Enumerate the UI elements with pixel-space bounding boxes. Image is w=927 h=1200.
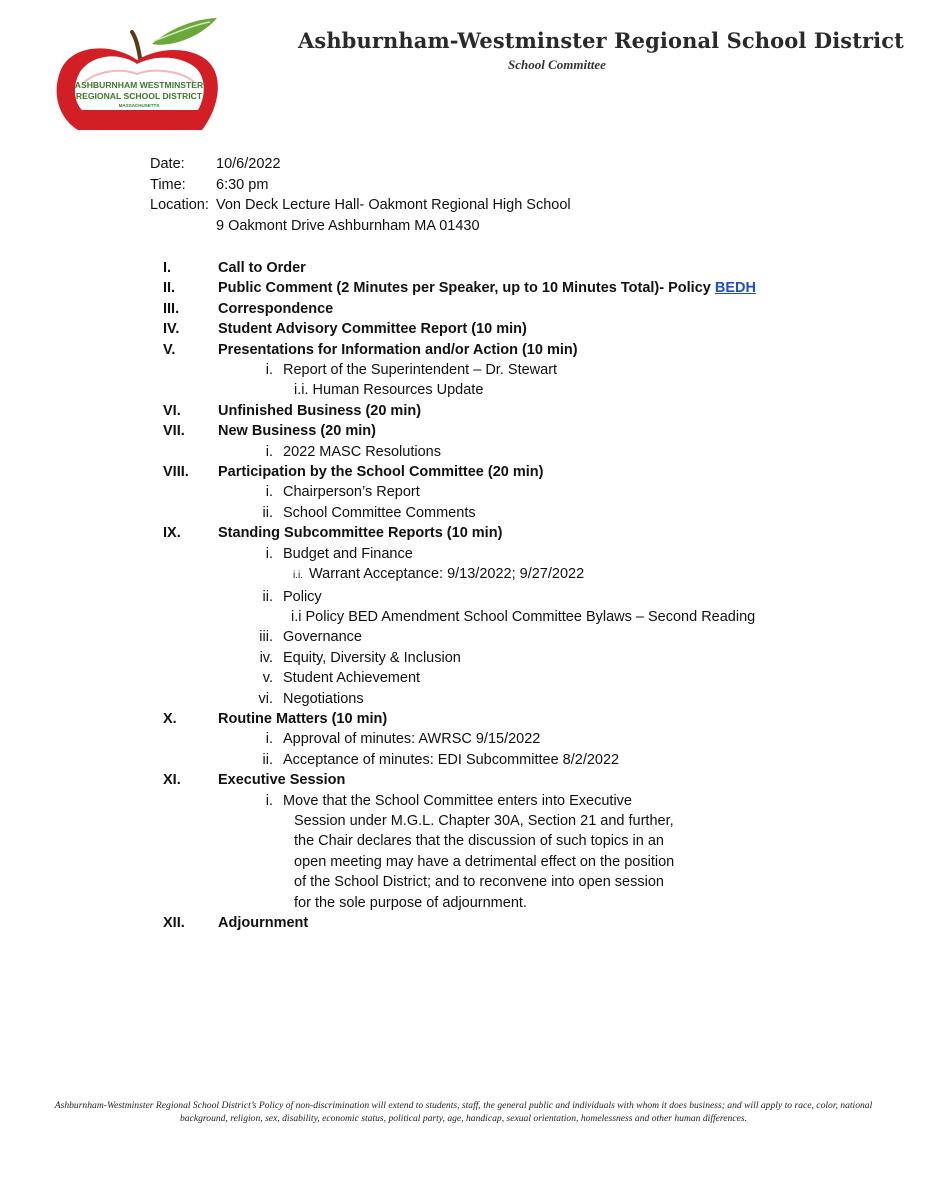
sub-item-text: Equity, Diversity & Inclusion	[283, 649, 461, 666]
sub-item-number: v.	[262, 670, 273, 687]
item-number: II.	[163, 280, 176, 297]
agenda-item-public-comment	[163, 278, 863, 298]
item-title: Correspondence	[218, 300, 334, 317]
item-title: Standing Subcommittee Reports (10 min)	[218, 525, 503, 542]
sub-item-number: iii.	[259, 629, 273, 646]
item-title: Routine Matters (10 min)	[218, 710, 388, 727]
location-line1: Von Deck Lecture Hall- Oakmont Regional High School	[216, 197, 571, 213]
agenda-item-executive-session	[163, 770, 863, 790]
policy-bedh-link[interactable]: BEDH	[714, 280, 756, 297]
location-row	[150, 195, 571, 216]
item-number: XII.	[163, 915, 185, 931]
sub-item	[163, 791, 863, 811]
sub-item	[163, 503, 863, 523]
committee-subtitle: School Committee	[508, 57, 606, 72]
location-row-2	[150, 216, 571, 237]
sub-item	[163, 587, 863, 607]
item-number: X.	[163, 710, 177, 727]
item-number: VI.	[163, 402, 181, 419]
sub-item-text: School Committee Comments	[283, 504, 476, 521]
agenda-item-call-to-order	[163, 258, 863, 278]
sub-item-text: Report of the Superintendent – Dr. Stewart	[283, 362, 558, 379]
time-row	[150, 175, 571, 196]
motion-line: Move that the School Committee enters into Executive	[283, 792, 632, 809]
item-number: IX.	[163, 525, 181, 542]
location-label: Location:	[150, 197, 209, 213]
district-title: Ashburnham-Westminster Regional School District	[298, 28, 904, 53]
logo-text-line2: REGIONAL SCHOOL DISTRICT	[75, 91, 203, 101]
sub-item-number: i.	[265, 545, 273, 562]
sub-sub-item	[163, 564, 863, 586]
agenda-item-subcommittee-reports	[163, 523, 863, 543]
sub-item-number: i.	[265, 443, 273, 460]
sub-item-number: ii.	[262, 504, 273, 521]
item-number: XI.	[163, 772, 181, 789]
item-title: Presentations for Information and/or Action (10 min)	[218, 341, 578, 358]
sub-item	[163, 544, 863, 564]
agenda-item-student-advisory	[163, 319, 863, 339]
logo-text-line1: ASHBURNHAM WESTMINSTER	[74, 80, 204, 90]
sub-item	[163, 729, 863, 749]
sub-item-text: Negotiations	[283, 690, 364, 707]
time-label: Time:	[150, 176, 186, 193]
agenda-item-unfinished-business	[163, 401, 863, 421]
item-title: Participation by the School Committee (20 min)	[218, 464, 544, 481]
sub-item-text: Policy	[283, 588, 322, 605]
sub-item-text: 2022 MASC Resolutions	[283, 443, 441, 460]
item-number: VII.	[163, 423, 185, 440]
sub-item-number: i.	[265, 792, 273, 809]
sub-item-number: ii.	[262, 751, 273, 768]
sub-item-text: Approval of minutes: AWRSC 9/15/2022	[283, 731, 541, 748]
sub-item	[163, 360, 863, 380]
agenda-list	[163, 258, 863, 933]
agenda-item-routine-matters	[163, 709, 863, 729]
sub-item-number: vi.	[258, 690, 273, 707]
logo-text-line3: MASSACHUSETTS	[118, 103, 160, 108]
motion-line: open meeting may have a detrimental effect on the position	[294, 853, 675, 870]
date-row	[150, 154, 571, 175]
item-number: III.	[163, 300, 180, 317]
time-value: 6:30 pm	[216, 176, 269, 193]
item-title: New Business (20 min)	[218, 423, 376, 440]
sub-item-number: i.	[265, 362, 273, 379]
sub-sub-item: i.i. Human Resources Update	[294, 382, 484, 399]
agenda-item-adjournment	[163, 913, 863, 933]
item-title: Student Advisory Committee Report (10 min)	[218, 321, 527, 338]
sub-item-number: i.	[265, 731, 273, 748]
item-number: I.	[163, 260, 172, 276]
item-title: Adjournment	[218, 915, 309, 931]
meeting-info	[150, 154, 571, 236]
sub-item	[163, 689, 863, 709]
sub-item-text: Budget and Finance	[283, 545, 413, 562]
date-value: 10/6/2022	[216, 156, 281, 172]
agenda-item-new-business	[163, 421, 863, 441]
sub-sub-item-number: i.i.	[293, 570, 303, 582]
sub-item-text: Governance	[283, 629, 362, 646]
sub-item-text: Student Achievement	[283, 670, 421, 687]
footer-line2: background, religion, sex, disability, economic status, political party, age, handicap, sexual orientation, homelessness and other human differences.	[179, 1112, 748, 1124]
agenda-item-presentations	[163, 340, 863, 360]
sub-item	[163, 482, 863, 502]
apple-logo-icon	[52, 14, 222, 130]
item-number: IV.	[163, 321, 180, 338]
sub-sub-item-text: Warrant Acceptance: 9/13/2022; 9/27/2022	[309, 566, 585, 583]
non-discrimination-footer	[0, 1100, 927, 1125]
sub-item-text: Chairperson’s Report	[283, 484, 420, 501]
sub-item-number: iv.	[259, 649, 273, 666]
motion-line: for the sole purpose of adjournment.	[294, 894, 527, 911]
motion-line: of the School District; and to reconvene into open session	[294, 874, 664, 891]
sub-item-text: Acceptance of minutes: EDI Subcommittee 8/2/2022	[283, 751, 620, 768]
sub-item-number: ii.	[262, 588, 273, 605]
item-number: V.	[163, 341, 176, 358]
agenda-item-correspondence	[163, 299, 863, 319]
date-label: Date:	[150, 156, 185, 172]
item-title: Call to Order	[218, 260, 306, 276]
item-title: Executive Session	[218, 772, 346, 789]
footer-line1: Ashburnham-Westminster Regional School District’s Policy of non-discrimination will extend to students, staff, the general public and individuals with whom it does business; and will apply to race, color, national	[54, 1100, 873, 1111]
sub-item	[163, 627, 863, 647]
motion-line: Session under M.G.L. Chapter 30A, Section 21 and further,	[294, 812, 674, 829]
agenda-item-participation	[163, 462, 863, 482]
district-logo	[52, 14, 222, 130]
item-number: VIII.	[163, 464, 189, 481]
item-title: Unfinished Business (20 min)	[218, 402, 422, 419]
motion-line: the Chair declares that the discussion of such topics in an	[294, 833, 664, 850]
location-line2: 9 Oakmont Drive Ashburnham MA 01430	[216, 217, 480, 234]
sub-item	[163, 442, 863, 462]
sub-item	[163, 668, 863, 688]
sub-item-number: i.	[265, 484, 273, 501]
sub-item	[163, 750, 863, 770]
sub-item	[163, 648, 863, 668]
item-title: Public Comment (2 Minutes per Speaker, up to 10 Minutes Total)- Policy	[218, 280, 715, 297]
sub-sub-item: i.i Policy BED Amendment School Committee Bylaws – Second Reading	[291, 608, 756, 625]
